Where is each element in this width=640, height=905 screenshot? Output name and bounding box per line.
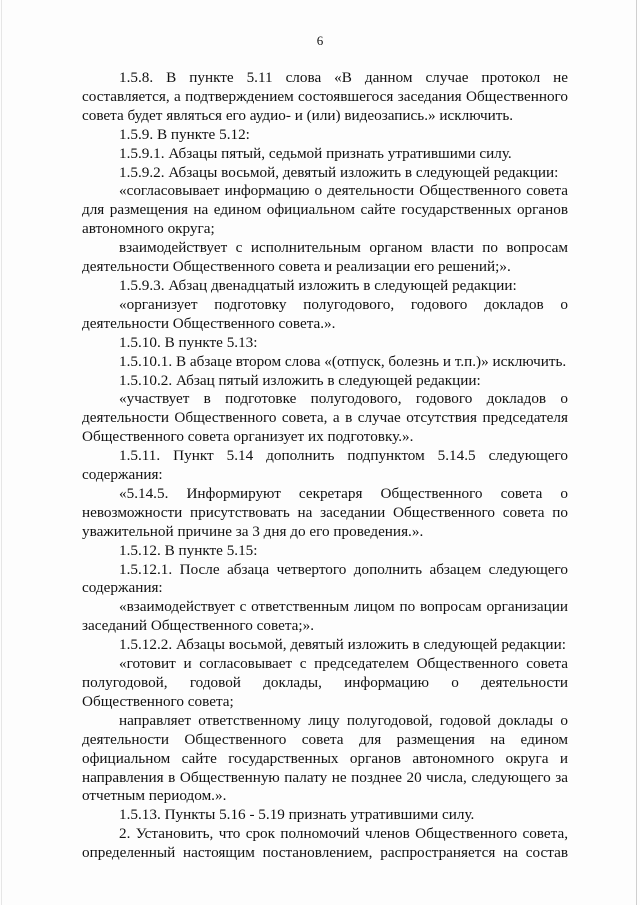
paragraph-quote-sends: направляет ответственному лицу полугодовой, годовой доклады о деятельности Общественного совета для размещения на едином официальном сайте государственных органов автономного округа и направления в Общественную палату не позднее 20 числа, следующего за отчетным периодом.». [82,711,568,805]
paragraph-quote-coordinates: «согласовывает информацию о деятельности Общественного совета для размещения на едином официальном сайте государственных органов автономного округа; [82,182,568,238]
paragraph-1-5-9-2: 1.5.9.2. Абзацы восьмой, девятый изложить в следующей редакции: [119,163,559,181]
paragraph-quote-participates: «участвует в подготовке полугодового, годового докладов о деятельности Общественного совета, а в случае отсутствия председателя Общественного совета организует их подготовку.». [82,390,568,446]
paragraph-1-5-12: 1.5.12. В пункте 5.15: [119,541,258,559]
paragraph-1-5-10: 1.5.10. В пункте 5.13: [119,333,258,351]
paragraph-1-5-11: 1.5.11. Пункт 5.14 дополнить подпунктом 5.14.5 следующего содержания: [82,447,568,484]
scan-edge-left [1,0,2,905]
paragraph-1-5-9-3: 1.5.9.3. Абзац двенадцатый изложить в следующей редакции: [119,276,517,294]
paragraph-2: 2. Установить, что срок полномочий членов Общественного совета, определенный настоящим постановлением, распространяется на состав [82,825,568,862]
scan-edge-right [636,0,637,905]
paragraph-1-5-10-2: 1.5.10.2. Абзац пятый изложить в следующей редакции: [119,371,481,389]
paragraph-1-5-10-1: 1.5.10.1. В абзаце втором слова «(отпуск, болезнь и т.п.)» исключить. [119,352,567,370]
paragraph-1-5-9-1: 1.5.9.1. Абзацы пятый, седьмой признать утратившими силу. [119,144,512,162]
paragraph-1-5-8: 1.5.8. В пункте 5.11 слова «В данном случае протокол не составляется, а подтверждением состоявшегося заседания Общественного совета будет являться его аудио- и (или) видеозапись.» исключить. [82,69,568,124]
paragraph-quote-prepares: «готовит и согласовывает с председателем Общественного совета полугодовой, годовой доклады, информацию о деятельности Общественного совета; [82,655,568,710]
paragraph-1-5-9: 1.5.9. В пункте 5.12: [119,125,250,143]
paragraph-quote-5-14-5: «5.14.5. Информируют секретаря Общественного совета о невозможности присутствовать на заседании Общественного совета по уважительной причине за 3 дня до его проведения.». [82,484,568,540]
paragraph-1-5-13: 1.5.13. Пункты 5.16 - 5.19 признать утратившими силу. [119,806,475,824]
paragraph-quote-interacts-responsible: «взаимодействует с ответственным лицом по вопросам организации заседаний Общественного совета;». [82,598,568,635]
paragraph-1-5-12-2: 1.5.12.2. Абзацы восьмой, девятый изложить в следующей редакции: [119,636,566,654]
page-number: 6 [316,33,324,48]
paragraph-quote-organizes: «организует подготовку полугодового, годового докладов о деятельности Общественного совета.». [82,295,568,332]
paragraph-1-5-12-1: 1.5.12.1. После абзаца четвертого дополнить абзацем следующего содержания: [82,560,568,597]
document-body [82,69,568,863]
paragraph-quote-interacts: взаимодействует с исполнительным органом власти по вопросам деятельности Общественного совета и реализации его решений;». [82,239,568,276]
